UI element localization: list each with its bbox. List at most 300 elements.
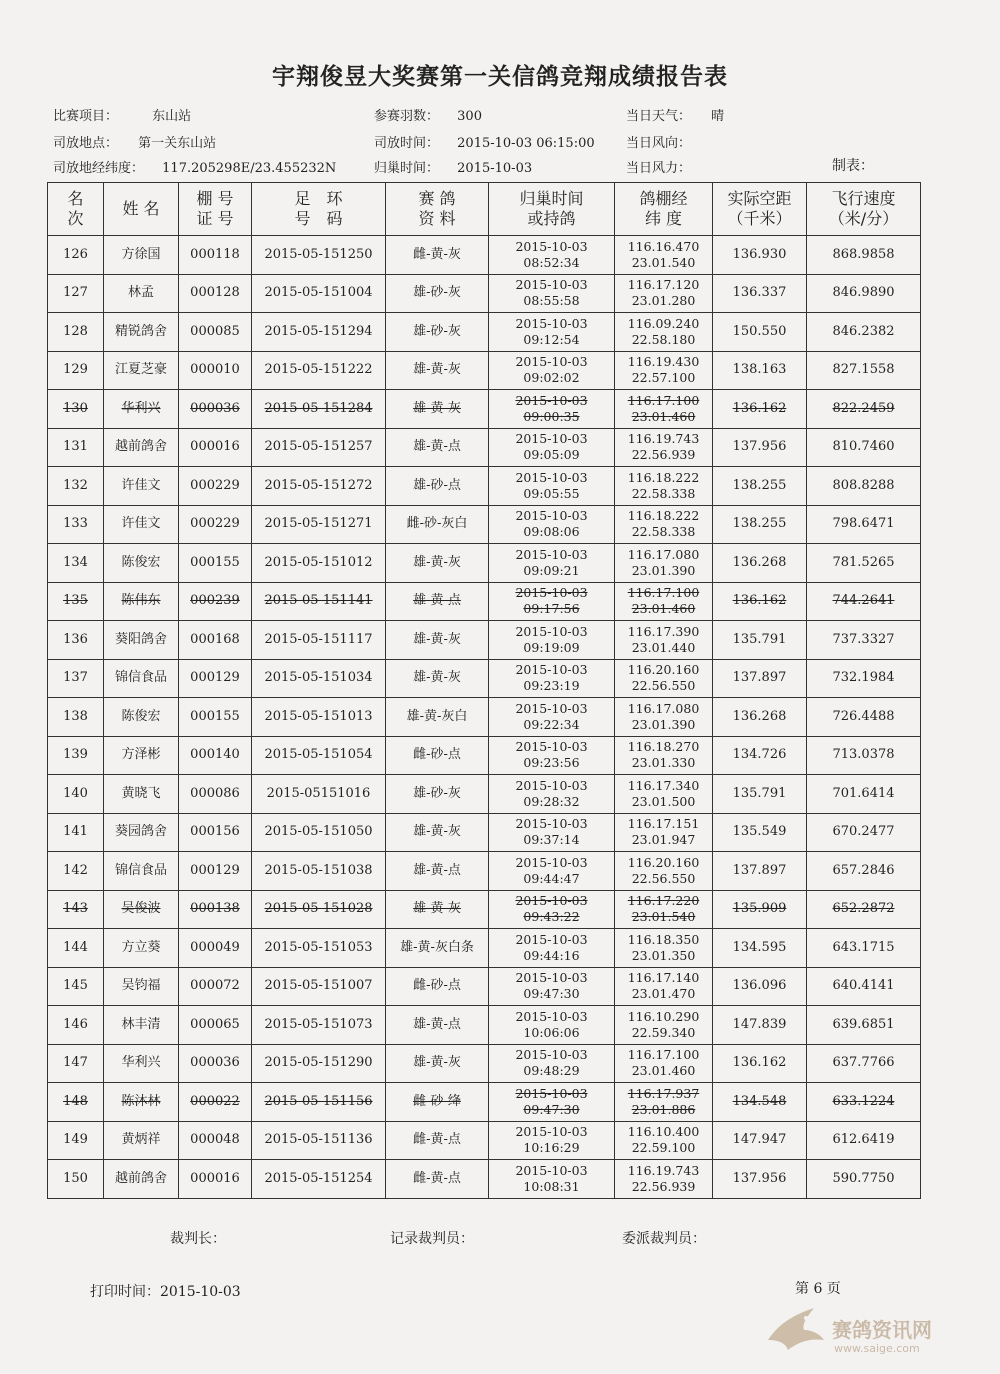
cell-info-value: 雄-砂-点: [413, 477, 461, 493]
cell-info: [386, 659, 489, 698]
cell-date-time: [489, 736, 615, 775]
table-row: [48, 544, 921, 583]
page-number: 第 6 页: [795, 1281, 841, 1297]
cell-loft-value: 000016: [190, 439, 240, 455]
release-time-label: 司放时间：: [374, 136, 440, 151]
cell-loft-value: 000168: [190, 631, 240, 647]
cell-lon-value: 116.16.470: [627, 238, 700, 254]
cell-lon-lat: [615, 428, 713, 467]
cell-dist: [713, 1044, 807, 1083]
cell-lon-value: 116.17.080: [627, 700, 700, 716]
cell-lon-lat: [615, 890, 713, 929]
cell-dist-value: 136.162: [732, 400, 787, 416]
results-body: [48, 236, 921, 1199]
cell-lat-value: 22.56.939: [631, 1178, 696, 1194]
table-row: [48, 274, 921, 313]
header-speed-line: （米/分）: [828, 209, 899, 228]
cell-info-value: 雄-黄-灰白: [406, 708, 468, 724]
cell-ring-value: 2015-05-151028: [264, 901, 373, 917]
header-return-time-line: 或持鸽: [527, 209, 576, 228]
cell-rank: [48, 621, 104, 660]
cell-loft: [179, 467, 252, 506]
cell-date-value: 2015-10-03: [515, 1162, 588, 1178]
cell-loft: [179, 852, 252, 891]
cell-speed: [807, 967, 921, 1006]
cell-ring: [252, 1044, 386, 1083]
cell-loft: [179, 659, 252, 698]
cell-speed: [807, 236, 921, 275]
cell-ring: [252, 351, 386, 390]
count-field: [374, 105, 482, 124]
cell-speed-value: 701.6414: [832, 785, 895, 801]
table-row: [48, 351, 921, 390]
cell-loft-value: 000036: [190, 400, 240, 416]
release-place-field: [53, 132, 216, 151]
cell-speed: [807, 313, 921, 352]
cell-date-time: [489, 775, 615, 814]
cell-speed: [807, 390, 921, 429]
cell-name-value: 吴俊波: [121, 901, 161, 917]
cell-ring: [252, 1006, 386, 1045]
cell-speed-value: 781.5265: [832, 554, 895, 570]
cell-info-value: 雌-黄-灰: [413, 246, 461, 262]
cell-speed-value: 868.9858: [832, 246, 895, 262]
cell-info-value: 雄-黄-灰: [413, 1055, 461, 1071]
cell-ring-value: 2015-05-151271: [264, 516, 373, 532]
cell-info-value: 雄-黄-灰: [413, 670, 461, 686]
cell-ring-value: 2015-05-151272: [264, 477, 373, 493]
cell-info-value: 雄-黄-点: [413, 1016, 461, 1032]
cell-info: [386, 544, 489, 583]
cell-info: [386, 775, 489, 814]
cell-loft-value: 000129: [190, 862, 240, 878]
cell-date-value: 2015-10-03: [515, 700, 588, 716]
cell-rank-value: 140: [63, 785, 88, 801]
cell-time-value: 09:22:34: [523, 716, 580, 732]
cell-lon-lat: [615, 1044, 713, 1083]
cell-time-value: 09:44:16: [523, 947, 580, 963]
cell-time-value: 09:37:14: [523, 832, 580, 848]
cell-date-time: [489, 1044, 615, 1083]
table-row: [48, 775, 921, 814]
cell-speed: [807, 274, 921, 313]
cell-rank-value: 130: [63, 400, 88, 416]
cell-info-value: 雄-黄-灰: [413, 824, 461, 840]
cell-ring: [252, 390, 386, 429]
cell-name-value: 林丰清: [121, 1016, 161, 1032]
cell-rank-value: 148: [63, 1093, 88, 1109]
cell-dist: [713, 428, 807, 467]
cell-dist-value: 136.096: [732, 978, 787, 994]
cell-rank-value: 139: [63, 747, 88, 763]
cell-dist-value: 134.548: [732, 1093, 787, 1109]
cell-loft: [179, 621, 252, 660]
cell-name: [104, 544, 179, 583]
wind-force-label: 当日风力：: [626, 161, 692, 176]
cell-lon-value: 116.17.140: [627, 970, 700, 986]
cell-lat-value: 23.01.460: [631, 1063, 696, 1079]
cell-ring: [252, 544, 386, 583]
cell-ring-value: 2015-05-151038: [264, 862, 373, 878]
header-loft-id: [179, 183, 252, 236]
cell-name-value: 黄炳祥: [121, 1132, 161, 1148]
cell-speed: [807, 467, 921, 506]
header-rank: [48, 183, 104, 236]
cell-dist-value: 138.255: [732, 477, 787, 493]
cell-info: [386, 1006, 489, 1045]
cell-dist-value: 138.163: [732, 362, 787, 378]
cell-info: [386, 274, 489, 313]
cell-lat-value: 23.01.350: [631, 947, 696, 963]
cell-rank-value: 135: [63, 593, 88, 609]
cell-loft: [179, 313, 252, 352]
cell-date-value: 2015-10-03: [515, 238, 588, 254]
header-ring-number-line: 号 码: [294, 209, 343, 228]
cell-time-value: 09:23:19: [523, 678, 580, 694]
count-value: 300: [457, 109, 482, 124]
cell-loft-value: 000010: [190, 362, 240, 378]
table-row: [48, 505, 921, 544]
cell-info: [386, 428, 489, 467]
cell-time-value: 08:55:58: [523, 293, 580, 309]
cell-rank: [48, 467, 104, 506]
cell-speed-value: 633.1224: [832, 1093, 895, 1109]
cell-date-time: [489, 929, 615, 968]
cell-lat-value: 22.58.180: [631, 331, 696, 347]
cell-time-value: 10:08:31: [523, 1178, 580, 1194]
cell-speed-value: 846.2382: [832, 323, 895, 339]
cell-loft: [179, 390, 252, 429]
table-row: [48, 852, 921, 891]
cell-date-time: [489, 351, 615, 390]
cell-speed: [807, 621, 921, 660]
cell-lon-value: 116.17.151: [627, 816, 700, 832]
cell-name: [104, 505, 179, 544]
cell-time-value: 08:52:34: [523, 254, 580, 270]
cell-info-value: 雌-砂-点: [413, 747, 461, 763]
cell-name-value: 华利兴: [121, 400, 161, 416]
cell-rank: [48, 274, 104, 313]
header-loft-id-line: 棚 号: [196, 189, 234, 208]
cell-rank: [48, 313, 104, 352]
cell-dist-value: 134.595: [732, 939, 787, 955]
cell-ring: [252, 505, 386, 544]
cell-ring-value: 2015-05-151004: [264, 285, 373, 301]
table-row: [48, 736, 921, 775]
cell-loft-value: 000155: [190, 554, 240, 570]
header-speed: [807, 183, 921, 236]
cell-ring: [252, 775, 386, 814]
cell-lon-lat: [615, 659, 713, 698]
cell-ring: [252, 1160, 386, 1199]
cell-lon-lat: [615, 313, 713, 352]
cell-speed-value: 808.8288: [832, 477, 895, 493]
cell-rank-value: 138: [63, 708, 88, 724]
cell-dist: [713, 621, 807, 660]
cell-ring: [252, 736, 386, 775]
table-row: [48, 236, 921, 275]
cell-speed-value: 612.6419: [832, 1132, 895, 1148]
weather-value: 晴: [711, 109, 725, 124]
cell-speed-value: 798.6471: [832, 516, 895, 532]
cell-ring-value: 2015-05-151222: [264, 362, 373, 378]
release-place-value: 第一关东山站: [138, 136, 217, 151]
cell-rank: [48, 852, 104, 891]
header-distance-line: （千米）: [727, 209, 792, 228]
cell-rank-value: 145: [63, 978, 88, 994]
cell-lat-value: 22.58.338: [631, 485, 696, 501]
header-return-time: [489, 183, 615, 236]
maker-field: [832, 155, 874, 175]
table-row: [48, 428, 921, 467]
cell-loft-value: 000156: [190, 824, 240, 840]
cell-info: [386, 236, 489, 275]
cell-ring-value: 2015-05-151013: [264, 708, 373, 724]
cell-rank: [48, 390, 104, 429]
cell-ring: [252, 698, 386, 737]
cell-loft-value: 000049: [190, 939, 240, 955]
cell-lon-value: 116.19.430: [627, 354, 700, 370]
cell-info-value: 雄-黄-灰: [413, 400, 461, 416]
cell-loft: [179, 775, 252, 814]
cell-ring: [252, 428, 386, 467]
table-row: [48, 698, 921, 737]
cell-loft: [179, 736, 252, 775]
cell-name-value: 锦信食品: [114, 862, 167, 878]
cell-speed: [807, 852, 921, 891]
record-judge-label: 记录裁判员：: [390, 1231, 474, 1247]
cell-ring-value: 2015-05-151073: [264, 1016, 373, 1032]
cell-lon-lat: [615, 1121, 713, 1160]
cell-name-value: 陈俊宏: [121, 708, 161, 724]
cell-rank-value: 126: [63, 246, 88, 262]
return-time-value: 2015-10-03: [457, 161, 533, 176]
cell-name: [104, 621, 179, 660]
cell-dist-value: 138.255: [732, 516, 787, 532]
cell-loft: [179, 1044, 252, 1083]
cell-speed: [807, 505, 921, 544]
cell-info-value: 雌-砂-灰白: [406, 516, 468, 532]
cell-rank-value: 150: [63, 1170, 88, 1186]
cell-rank: [48, 505, 104, 544]
cell-loft-value: 000155: [190, 708, 240, 724]
release-time-value: 2015-10-03 06:15:00: [457, 136, 595, 151]
cell-dist-value: 136.930: [732, 246, 787, 262]
cell-ring: [252, 659, 386, 698]
cell-lat-value: 23.01.390: [631, 562, 696, 578]
cell-ring-value: 2015-05-151156: [264, 1093, 373, 1109]
table-row: [48, 621, 921, 660]
cell-rank: [48, 967, 104, 1006]
cell-lon-lat: [615, 813, 713, 852]
site-watermark: [762, 1300, 962, 1360]
cell-speed-value: 657.2846: [832, 862, 895, 878]
cell-rank-value: 146: [63, 1016, 88, 1032]
cell-info: [386, 1160, 489, 1199]
cell-time-value: 10:16:29: [523, 1140, 580, 1156]
cell-loft-value: 000065: [190, 1016, 240, 1032]
cell-lon-value: 116.20.160: [627, 854, 700, 870]
cell-date-value: 2015-10-03: [515, 739, 588, 755]
cell-rank-value: 129: [63, 362, 88, 378]
cell-lat-value: 23.01.440: [631, 639, 696, 655]
cell-ring: [252, 890, 386, 929]
cell-dist-value: 136.268: [732, 554, 787, 570]
cell-ring-value: 2015-05-151050: [264, 824, 373, 840]
header-distance: [713, 183, 807, 236]
cell-rank-value: 136: [63, 631, 88, 647]
cell-date-value: 2015-10-03: [515, 623, 588, 639]
cell-dist: [713, 967, 807, 1006]
cell-loft: [179, 967, 252, 1006]
cell-ring-value: 2015-05-151012: [264, 554, 373, 570]
cell-info: [386, 852, 489, 891]
cell-lat-value: 23.01.540: [631, 909, 696, 925]
cell-rank: [48, 775, 104, 814]
cell-speed: [807, 659, 921, 698]
table-row: [48, 1121, 921, 1160]
cell-name: [104, 1121, 179, 1160]
cell-name-value: 林孟: [127, 285, 154, 301]
cell-speed-value: 643.1715: [832, 939, 895, 955]
header-row: [48, 183, 921, 236]
cell-info-value: 雄-黄-灰: [413, 362, 461, 378]
cell-loft-value: 000085: [190, 323, 240, 339]
cell-name: [104, 428, 179, 467]
cell-lat-value: 23.01.947: [631, 832, 696, 848]
cell-loft: [179, 698, 252, 737]
cell-date-value: 2015-10-03: [515, 585, 588, 601]
cell-lat-value: 23.01.540: [631, 254, 696, 270]
cell-loft: [179, 1083, 252, 1122]
cell-name: [104, 736, 179, 775]
cell-lon-value: 116.17.390: [627, 623, 700, 639]
table-row: [48, 813, 921, 852]
cell-time-value: 09:09:21: [523, 562, 580, 578]
cell-loft-value: 000129: [190, 670, 240, 686]
cell-time-value: 09:02:02: [523, 370, 580, 386]
cell-rank: [48, 736, 104, 775]
cell-speed: [807, 351, 921, 390]
cell-dist: [713, 505, 807, 544]
cell-info: [386, 621, 489, 660]
cell-dist: [713, 929, 807, 968]
cell-lon-lat: [615, 351, 713, 390]
cell-info: [386, 813, 489, 852]
cell-rank: [48, 582, 104, 621]
cell-loft: [179, 1160, 252, 1199]
watermark-url: www.saige.com: [834, 1342, 920, 1355]
cell-ring-value: 2015-05-151290: [264, 1055, 373, 1071]
cell-loft: [179, 505, 252, 544]
cell-dist: [713, 582, 807, 621]
cell-rank: [48, 1160, 104, 1199]
cell-time-value: 09:47:30: [523, 986, 580, 1002]
cell-lon-value: 116.17.120: [627, 277, 700, 293]
table-row: [48, 1083, 921, 1122]
cell-name-value: 陈俊宏: [121, 554, 161, 570]
cell-date-time: [489, 428, 615, 467]
cell-time-value: 09:43:22: [523, 909, 580, 925]
cell-lon-lat: [615, 929, 713, 968]
table-row: [48, 1160, 921, 1199]
cell-name: [104, 390, 179, 429]
cell-name: [104, 1044, 179, 1083]
cell-speed-value: 637.7766: [832, 1055, 895, 1071]
cell-info: [386, 736, 489, 775]
cell-speed-value: 822.2459: [832, 400, 895, 416]
cell-name: [104, 775, 179, 814]
cell-lat-value: 22.59.340: [631, 1024, 696, 1040]
header-loft-coords-line: 纬 度: [644, 209, 683, 228]
table-row: [48, 890, 921, 929]
cell-name: [104, 351, 179, 390]
cell-date-time: [489, 236, 615, 275]
return-time-label: 归巢时间：: [374, 161, 440, 176]
cell-speed-value: 713.0378: [832, 747, 895, 763]
cell-loft-value: 000072: [190, 978, 240, 994]
release-time-field: [374, 132, 595, 151]
cell-date-value: 2015-10-03: [515, 1047, 588, 1063]
cell-rank-value: 147: [63, 1055, 88, 1071]
cell-dist-value: 137.897: [732, 670, 787, 686]
weather-field: [626, 105, 724, 124]
cell-date-value: 2015-10-03: [515, 931, 588, 947]
cell-rank: [48, 698, 104, 737]
cell-name: [104, 236, 179, 275]
cell-name: [104, 967, 179, 1006]
cell-lat-value: 22.56.939: [631, 447, 696, 463]
cell-rank-value: 141: [63, 824, 88, 840]
cell-lon-lat: [615, 775, 713, 814]
return-time-field: [374, 157, 532, 176]
cell-ring-value: 2015-05151016: [266, 785, 371, 801]
cell-lat-value: 22.59.100: [631, 1140, 696, 1156]
cell-speed: [807, 1121, 921, 1160]
cell-dist: [713, 698, 807, 737]
cell-date-value: 2015-10-03: [515, 1124, 588, 1140]
cell-lat-value: 23.01.886: [631, 1101, 696, 1117]
weather-label: 当日天气：: [626, 109, 692, 124]
cell-lon-lat: [615, 505, 713, 544]
cell-lon-lat: [615, 582, 713, 621]
cell-name-value: 吴钧福: [121, 978, 161, 994]
cell-speed: [807, 544, 921, 583]
cell-speed: [807, 929, 921, 968]
cell-dist: [713, 852, 807, 891]
cell-name: [104, 582, 179, 621]
cell-info-value: 雄-黄-灰: [413, 901, 461, 917]
cell-speed: [807, 736, 921, 775]
cell-date-time: [489, 621, 615, 660]
cell-lat-value: 22.56.550: [631, 870, 696, 886]
cell-dist: [713, 390, 807, 429]
cell-date-value: 2015-10-03: [515, 816, 588, 832]
assigned-judge-label: 委派裁判员：: [622, 1231, 706, 1247]
cell-dist-value: 135.549: [732, 824, 787, 840]
cell-lat-value: 23.01.280: [631, 293, 696, 309]
cell-rank-value: 149: [63, 1132, 88, 1148]
cell-name: [104, 659, 179, 698]
results-table: [47, 182, 921, 1199]
cell-info: [386, 390, 489, 429]
cell-lon-lat: [615, 1160, 713, 1199]
cell-name: [104, 1083, 179, 1122]
cell-ring-value: 2015-05-151250: [264, 246, 373, 262]
cell-name: [104, 274, 179, 313]
cell-name: [104, 890, 179, 929]
cell-dist-value: 136.337: [732, 285, 787, 301]
